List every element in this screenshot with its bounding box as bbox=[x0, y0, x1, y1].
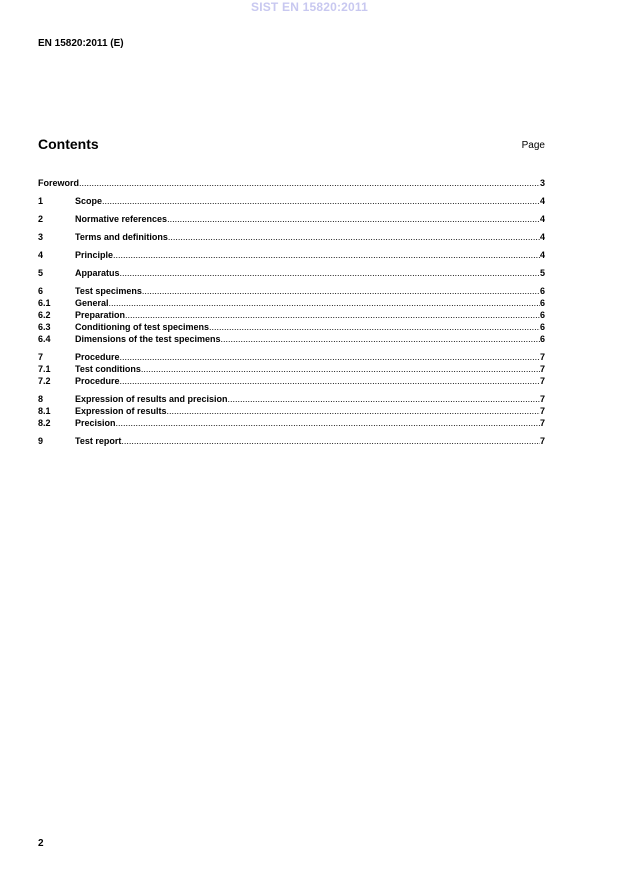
toc-entry-body bbox=[75, 285, 545, 297]
toc-entry-title: Normative references bbox=[75, 214, 168, 224]
toc-leader-dots bbox=[167, 213, 540, 225]
toc-entry-number: 7.2 bbox=[38, 376, 51, 386]
toc-entry[interactable] bbox=[38, 267, 545, 279]
toc-entry-page: 7 bbox=[539, 406, 545, 416]
toc-entry-number: 8.2 bbox=[38, 418, 51, 428]
toc-entry-number: 9 bbox=[38, 436, 44, 446]
toc-entry-title: Terms and definitions bbox=[75, 232, 168, 242]
toc-entry-page: 4 bbox=[539, 214, 545, 224]
toc-leader-dots bbox=[79, 177, 540, 189]
toc-entry-title: Foreword bbox=[38, 178, 80, 188]
toc-entry-title: Precision bbox=[75, 418, 116, 428]
toc-entry-page: 6 bbox=[539, 298, 545, 308]
toc-entry[interactable] bbox=[38, 351, 545, 363]
toc-leader-dots bbox=[168, 231, 540, 243]
watermark: SIST EN 15820:2011 bbox=[250, 0, 368, 14]
toc-entry-number: 2 bbox=[38, 214, 44, 224]
toc-entry-body bbox=[75, 363, 545, 375]
toc-entry-number: 8.1 bbox=[38, 406, 51, 416]
toc-entry-page: 6 bbox=[539, 334, 545, 344]
toc-entry-page: 7 bbox=[539, 436, 545, 446]
toc-entry-page: 6 bbox=[539, 286, 545, 296]
toc-entry[interactable] bbox=[38, 363, 545, 375]
toc-entry-body bbox=[75, 393, 545, 405]
toc-leader-dots bbox=[120, 351, 540, 363]
toc-entry-body bbox=[75, 417, 545, 429]
toc-entry-page: 3 bbox=[539, 178, 545, 188]
toc-entry-title: General bbox=[75, 298, 109, 308]
contents-title: Contents bbox=[38, 136, 99, 152]
toc-entry-number: 7.1 bbox=[38, 364, 51, 374]
toc-leader-dots bbox=[113, 249, 540, 261]
toc-entry-page: 4 bbox=[539, 250, 545, 260]
toc-leader-dots bbox=[120, 375, 540, 387]
toc-entry-number: 4 bbox=[38, 250, 44, 260]
toc-entry-number: 6 bbox=[38, 286, 44, 296]
toc-entry-body bbox=[75, 267, 545, 279]
page-number: 2 bbox=[38, 838, 44, 849]
toc-entry[interactable] bbox=[38, 417, 545, 429]
toc-entry-number: 6.1 bbox=[38, 298, 51, 308]
toc-entry-title: Dimensions of the test specimens bbox=[75, 334, 221, 344]
toc-entry-body bbox=[75, 195, 545, 207]
toc-entry-title: Preparation bbox=[75, 310, 126, 320]
toc-leader-dots bbox=[142, 285, 540, 297]
toc-entry-title: Expression of results bbox=[75, 406, 167, 416]
toc-leader-dots bbox=[116, 417, 540, 429]
toc-entry-body bbox=[75, 231, 545, 243]
toc-entry[interactable] bbox=[38, 321, 545, 333]
toc-leader-dots bbox=[228, 393, 540, 405]
toc-entry-number: 8 bbox=[38, 394, 44, 404]
toc-entry-page: 5 bbox=[539, 268, 545, 278]
toc-entry-title: Scope bbox=[75, 196, 103, 206]
toc-leader-dots bbox=[221, 333, 540, 345]
toc-entry[interactable] bbox=[38, 333, 545, 345]
toc-leader-dots bbox=[141, 363, 540, 375]
toc-entry-body bbox=[75, 435, 545, 447]
toc-leader-dots bbox=[109, 297, 540, 309]
toc-leader-dots bbox=[209, 321, 540, 333]
toc-entry-number: 5 bbox=[38, 268, 44, 278]
toc-leader-dots bbox=[120, 267, 540, 279]
toc-entry[interactable] bbox=[38, 297, 545, 309]
toc-entry-body bbox=[75, 297, 545, 309]
toc-entry-body bbox=[75, 321, 545, 333]
toc-entry-body bbox=[75, 351, 545, 363]
toc-entry-number: 1 bbox=[38, 196, 44, 206]
toc-entry-page: 6 bbox=[539, 310, 545, 320]
toc-entry-page: 7 bbox=[539, 364, 545, 374]
toc-entry[interactable] bbox=[38, 405, 545, 417]
toc-leader-dots bbox=[102, 195, 540, 207]
toc-entry-title: Procedure bbox=[75, 376, 120, 386]
toc-entry[interactable] bbox=[38, 435, 545, 447]
page-column-label: Page bbox=[521, 140, 545, 151]
toc-entry-body bbox=[38, 177, 545, 189]
toc-entry-title: Procedure bbox=[75, 352, 120, 362]
toc-entry-title: Test conditions bbox=[75, 364, 141, 374]
toc-entry-number: 3 bbox=[38, 232, 44, 242]
document-id: EN 15820:2011 (E) bbox=[38, 38, 124, 49]
toc-entry-page: 7 bbox=[539, 376, 545, 386]
toc-leader-dots bbox=[121, 435, 540, 447]
toc-entry[interactable] bbox=[38, 231, 545, 243]
table-of-contents bbox=[38, 177, 545, 447]
toc-entry-title: Test specimens bbox=[75, 286, 142, 296]
toc-entry-page: 7 bbox=[539, 418, 545, 428]
toc-entry-body bbox=[75, 249, 545, 261]
toc-entry-title: Expression of results and precision bbox=[75, 394, 228, 404]
toc-entry[interactable] bbox=[38, 195, 545, 207]
toc-entry-body bbox=[75, 309, 545, 321]
toc-entry-page: 7 bbox=[539, 394, 545, 404]
toc-entry-number: 7 bbox=[38, 352, 44, 362]
toc-entry[interactable] bbox=[38, 393, 545, 405]
toc-entry-page: 6 bbox=[539, 322, 545, 332]
toc-leader-dots bbox=[167, 405, 540, 417]
toc-entry-page: 7 bbox=[539, 352, 545, 362]
toc-entry[interactable] bbox=[38, 285, 545, 297]
toc-entry-title: Principle bbox=[75, 250, 114, 260]
toc-entry-body bbox=[75, 405, 545, 417]
toc-entry-title: Test report bbox=[75, 436, 122, 446]
toc-entry-number: 6.2 bbox=[38, 310, 51, 320]
toc-entry-page: 4 bbox=[539, 196, 545, 206]
toc-leader-dots bbox=[125, 309, 540, 321]
toc-entry[interactable] bbox=[38, 309, 545, 321]
toc-entry-number: 6.4 bbox=[38, 334, 51, 344]
toc-entry-page: 4 bbox=[539, 232, 545, 242]
toc-entry[interactable] bbox=[38, 177, 545, 189]
toc-entry-body bbox=[75, 213, 545, 225]
toc-entry[interactable] bbox=[38, 375, 545, 387]
toc-entry-body bbox=[75, 333, 545, 345]
toc-entry-title: Apparatus bbox=[75, 268, 120, 278]
toc-entry-title: Conditioning of test specimens bbox=[75, 322, 210, 332]
toc-entry[interactable] bbox=[38, 213, 545, 225]
toc-entry[interactable] bbox=[38, 249, 545, 261]
toc-entry-number: 6.3 bbox=[38, 322, 51, 332]
contents-header bbox=[38, 136, 545, 156]
toc-entry-body bbox=[75, 375, 545, 387]
